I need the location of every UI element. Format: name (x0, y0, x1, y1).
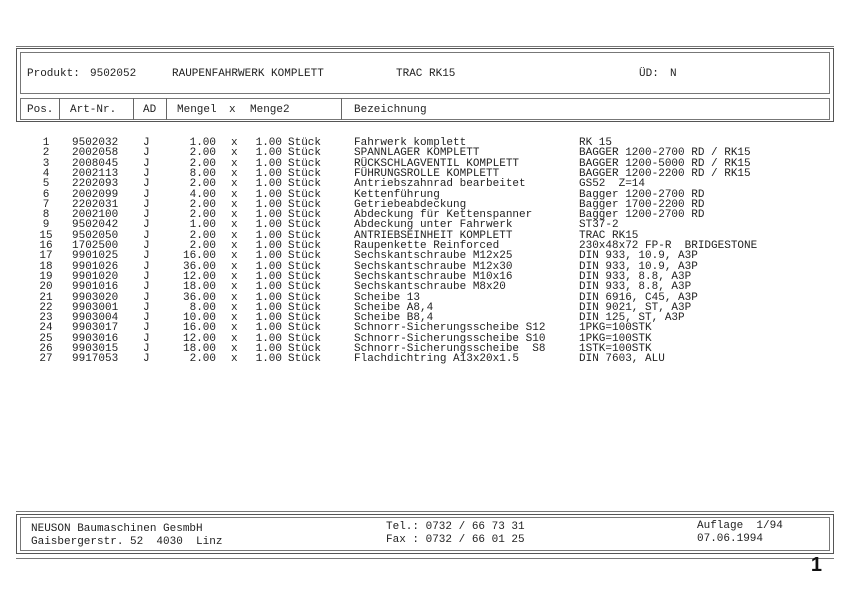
row-pos: 23 (39, 312, 53, 325)
col-separator (133, 98, 134, 120)
row-remark: 1STK=100STK (579, 343, 652, 355)
row-pos: 17 (39, 250, 53, 263)
row-menge2: 1.00 (255, 281, 282, 294)
row-art-nr: 2002058 (72, 147, 119, 160)
row-unit: Stück (288, 260, 322, 273)
col-art-nr: Art-Nr. (70, 104, 117, 116)
row-remark: BAGGER 1200-5000 RD / RK15 (579, 157, 751, 170)
row-ad: J (143, 167, 150, 180)
row-ad: J (143, 178, 150, 191)
col-ad: AD (143, 104, 157, 116)
row-art-nr: 9901016 (72, 281, 119, 294)
row-unit: Stück (288, 188, 322, 201)
row-pos: 22 (39, 301, 53, 314)
row-art-nr: 2202093 (72, 178, 119, 191)
ud-label: ÜD: (639, 68, 659, 80)
row-bezeichnung: Abdeckung unter Fahrwerk (354, 219, 513, 232)
row-menge2: 1.00 (255, 157, 282, 170)
row-mengel: 18.00 (182, 281, 216, 294)
row-menge2: 1.00 (255, 332, 282, 345)
row-unit: Stück (288, 240, 322, 252)
row-x: x (231, 312, 238, 325)
col-bezeichnung: Bezeichnung (354, 104, 427, 116)
produkt-name: RAUPENFAHRWERK KOMPLETT (172, 68, 324, 80)
row-x: x (231, 250, 238, 263)
row-x: x (231, 198, 238, 211)
row-mengel: 36.00 (182, 260, 216, 273)
telephone: Tel.: 0732 / 66 73 31 (386, 521, 525, 533)
col-separator (59, 98, 60, 120)
row-menge2: 1.00 (255, 301, 282, 314)
row-pos: 6 (42, 188, 50, 201)
row-x: x (231, 332, 238, 345)
row-x: x (231, 157, 238, 170)
row-mengel: 1.00 (189, 219, 216, 232)
fax: Fax : 0732 / 66 01 25 (386, 534, 525, 546)
col-menge2: Menge2 (250, 104, 290, 116)
row-menge2: 1.00 (255, 137, 282, 149)
row-pos: 9 (42, 219, 50, 232)
row-ad: J (143, 291, 150, 304)
row-pos: 4 (42, 167, 50, 180)
row-unit: Stück (288, 219, 322, 232)
row-remark: DIN 933, 10.9, A3P (579, 250, 698, 263)
row-remark: RK 15 (579, 137, 613, 149)
row-bezeichnung: ANTRIEBSEINHEIT KOMPLETT (354, 229, 513, 242)
row-unit: Stück (288, 281, 322, 294)
row-mengel: 2.00 (189, 198, 216, 211)
row-unit: Stück (288, 178, 322, 191)
row-x: x (231, 291, 238, 304)
row-mengel: 12.00 (182, 270, 216, 283)
produkt-number: 9502052 (90, 68, 137, 80)
row-x: x (231, 188, 238, 201)
row-unit: Stück (288, 332, 322, 345)
row-art-nr: 9903017 (72, 322, 119, 335)
row-bezeichnung: Scheibe 13 (354, 291, 421, 304)
row-art-nr: 9502042 (72, 219, 119, 232)
row-bezeichnung: Schnorr-Sicherungsscheibe S12 (354, 322, 546, 335)
row-bezeichnung: Fahrwerk komplett (354, 137, 467, 149)
row-pos: 19 (39, 270, 53, 283)
row-menge2: 1.00 (255, 198, 282, 211)
row-mengel: 2.00 (189, 147, 216, 160)
row-bezeichnung: Flachdichtring A13x20x1.5 (354, 353, 520, 366)
row-remark: DIN 9021, ST, A3P (579, 301, 692, 314)
row-menge2: 1.00 (255, 270, 282, 283)
row-ad: J (143, 157, 150, 170)
row-mengel: 12.00 (182, 332, 216, 345)
row-mengel: 2.00 (189, 240, 216, 252)
row-menge2: 1.00 (255, 250, 282, 263)
row-ad: J (143, 188, 150, 201)
produkt-label: Produkt: (27, 68, 80, 80)
row-bezeichnung: Scheibe B8,4 (354, 312, 434, 325)
row-mengel: 2.00 (189, 353, 216, 366)
row-remark: 1PKG=100STK (579, 322, 652, 335)
row-art-nr: 2202031 (72, 198, 119, 211)
row-art-nr: 9903015 (72, 343, 119, 355)
row-ad: J (143, 219, 150, 232)
row-pos: 25 (39, 332, 53, 345)
row-pos: 8 (42, 209, 50, 222)
col-separator (166, 98, 167, 120)
row-menge2: 1.00 (255, 312, 282, 325)
row-mengel: 16.00 (182, 250, 216, 263)
row-art-nr: 2002099 (72, 188, 119, 201)
col-pos: Pos. (27, 104, 54, 116)
row-art-nr: 9502050 (72, 229, 119, 242)
row-ad: J (143, 332, 150, 345)
row-ad: J (143, 281, 150, 294)
row-menge2: 1.00 (255, 167, 282, 180)
row-unit: Stück (288, 322, 322, 335)
row-menge2: 1.00 (255, 147, 282, 160)
row-x: x (231, 270, 238, 283)
col-x: x (229, 104, 236, 116)
row-x: x (231, 343, 238, 355)
row-x: x (231, 229, 238, 242)
row-bezeichnung: Sechskantschraube M8x20 (354, 281, 506, 294)
row-menge2: 1.00 (255, 178, 282, 191)
row-bezeichnung: Schnorr-Sicherungsscheibe S8 (354, 343, 546, 355)
row-mengel: 2.00 (189, 157, 216, 170)
row-pos: 15 (39, 229, 53, 242)
row-bezeichnung: Sechskantschraube M12x30 (354, 260, 513, 273)
row-art-nr: 9502032 (72, 137, 119, 149)
row-mengel: 4.00 (189, 188, 216, 201)
row-bezeichnung: Schnorr-Sicherungsscheibe S10 (354, 332, 546, 345)
row-unit: Stück (288, 353, 322, 366)
row-remark: 1PKG=100STK (579, 332, 652, 345)
row-x: x (231, 301, 238, 314)
row-pos: 24 (39, 322, 53, 335)
row-remark: BAGGER 1200-2700 RD / RK15 (579, 147, 751, 160)
row-art-nr: 9901020 (72, 270, 119, 283)
row-pos: 5 (42, 178, 50, 191)
row-unit: Stück (288, 250, 322, 263)
row-bezeichnung: Raupenkette Reinforced (354, 240, 500, 252)
row-menge2: 1.00 (255, 240, 282, 252)
row-remark: DIN 6916, C45, A3P (579, 291, 698, 304)
row-mengel: 2.00 (189, 178, 216, 191)
row-bezeichnung: Abdeckung für Kettenspanner (354, 209, 533, 222)
row-bezeichnung: Sechskantschraube M12x25 (354, 250, 513, 263)
row-ad: J (143, 147, 150, 160)
row-pos: 2 (42, 147, 50, 160)
row-ad: J (143, 250, 150, 263)
row-x: x (231, 240, 238, 252)
row-remark: DIN 125, ST, A3P (579, 312, 685, 325)
row-remark: DIN 7603, ALU (579, 353, 665, 366)
row-x: x (231, 260, 238, 273)
footer-bottom-rule (16, 558, 834, 559)
row-unit: Stück (288, 229, 322, 242)
row-bezeichnung: Getriebeabdeckung (354, 198, 467, 211)
row-ad: J (143, 209, 150, 222)
row-ad: J (143, 353, 150, 366)
row-menge2: 1.00 (255, 260, 282, 273)
row-mengel: 2.00 (189, 229, 216, 242)
row-ad: J (143, 301, 150, 314)
row-mengel: 16.00 (182, 322, 216, 335)
row-unit: Stück (288, 167, 322, 180)
row-mengel: 10.00 (182, 312, 216, 325)
row-mengel: 1.00 (189, 137, 216, 149)
row-menge2: 1.00 (255, 209, 282, 222)
row-remark: DIN 933, 10.9, A3P (579, 260, 698, 273)
print-date: 07.06.1994 (697, 533, 764, 545)
row-remark: TRAC RK15 (579, 229, 639, 242)
row-bezeichnung: Sechskantschraube M10x16 (354, 270, 513, 283)
row-pos: 18 (39, 260, 53, 273)
row-art-nr: 9917053 (72, 353, 119, 366)
row-x: x (231, 281, 238, 294)
row-art-nr: 1702500 (72, 240, 119, 252)
row-unit: Stück (288, 137, 322, 149)
auflage: Auflage 1/94 (697, 520, 783, 532)
row-mengel: 36.00 (182, 291, 216, 304)
row-ad: J (143, 270, 150, 283)
row-unit: Stück (288, 209, 322, 222)
model-name: TRAC RK15 (396, 68, 456, 80)
row-art-nr: 2008045 (72, 157, 119, 170)
row-pos: 27 (39, 353, 53, 366)
row-bezeichnung: SPANNLAGER KOMPLETT (354, 147, 480, 160)
row-bezeichnung: Antriebszahnrad bearbeitet (354, 178, 526, 191)
row-unit: Stück (288, 198, 322, 211)
col-separator (341, 98, 342, 120)
row-art-nr: 9903020 (72, 291, 119, 304)
row-x: x (231, 137, 238, 149)
row-art-nr: 9903001 (72, 301, 119, 314)
row-remark: Bagger 1700-2200 RD (579, 198, 705, 211)
row-art-nr: 9903004 (72, 312, 119, 325)
row-x: x (231, 353, 238, 366)
row-remark: ST37-2 (579, 219, 619, 232)
company-name: NEUSON Baumaschinen GesmbH (31, 523, 203, 535)
row-mengel: 8.00 (189, 301, 216, 314)
row-mengel: 18.00 (182, 343, 216, 355)
row-x: x (231, 147, 238, 160)
row-bezeichnung: Kettenführung (354, 188, 440, 201)
row-x: x (231, 322, 238, 335)
row-menge2: 1.00 (255, 188, 282, 201)
row-ad: J (143, 229, 150, 242)
row-ad: J (143, 312, 150, 325)
row-menge2: 1.00 (255, 229, 282, 242)
top-rule (16, 46, 834, 47)
row-unit: Stück (288, 147, 322, 160)
row-ad: J (143, 137, 150, 149)
row-ad: J (143, 240, 150, 252)
row-pos: 7 (42, 198, 50, 211)
row-menge2: 1.00 (255, 353, 282, 366)
row-mengel: 2.00 (189, 209, 216, 222)
row-remark: Bagger 1200-2700 RD (579, 209, 705, 222)
row-menge2: 1.00 (255, 343, 282, 355)
row-ad: J (143, 343, 150, 355)
row-art-nr: 9903016 (72, 332, 119, 345)
row-pos: 3 (42, 157, 50, 170)
page-number: 1 (810, 554, 822, 576)
row-unit: Stück (288, 291, 322, 304)
row-x: x (231, 209, 238, 222)
row-unit: Stück (288, 343, 322, 355)
row-ad: J (143, 322, 150, 335)
row-remark: 230x48x72 FP-R BRIDGESTONE (579, 240, 758, 252)
ud-value: N (670, 68, 677, 80)
row-bezeichnung: FÜHRUNGSROLLE KOMPLETT (354, 167, 500, 180)
col-mengel: Mengel (177, 104, 217, 116)
row-x: x (231, 219, 238, 232)
row-menge2: 1.00 (255, 322, 282, 335)
row-remark: DIN 933, 8.8, A3P (579, 270, 692, 283)
row-unit: Stück (288, 301, 322, 314)
row-pos: 16 (39, 240, 53, 252)
row-pos: 26 (39, 343, 53, 355)
row-art-nr: 2002100 (72, 209, 119, 222)
row-x: x (231, 167, 238, 180)
row-menge2: 1.00 (255, 219, 282, 232)
row-bezeichnung: Scheibe A8,4 (354, 301, 434, 314)
row-pos: 20 (39, 281, 53, 294)
footer-top-rule (16, 511, 834, 512)
row-unit: Stück (288, 312, 322, 325)
row-menge2: 1.00 (255, 291, 282, 304)
row-mengel: 8.00 (189, 167, 216, 180)
company-address: Gaisbergerstr. 52 4030 Linz (31, 536, 223, 548)
row-art-nr: 9901026 (72, 260, 119, 273)
row-ad: J (143, 198, 150, 211)
row-art-nr: 9901025 (72, 250, 119, 263)
row-ad: J (143, 260, 150, 273)
row-unit: Stück (288, 157, 322, 170)
row-bezeichnung: RÜCKSCHLAGVENTIL KOMPLETT (354, 157, 520, 170)
row-pos: 21 (39, 291, 53, 304)
row-unit: Stück (288, 270, 322, 283)
row-remark: DIN 933, 8.8, A3P (579, 281, 692, 294)
row-remark: BAGGER 1200-2200 RD / RK15 (579, 167, 751, 180)
row-remark: Bagger 1200-2700 RD (579, 188, 705, 201)
row-remark: GS52 Z=14 (579, 178, 646, 191)
row-x: x (231, 178, 238, 191)
row-art-nr: 2002113 (72, 167, 119, 180)
row-pos: 1 (42, 137, 50, 149)
